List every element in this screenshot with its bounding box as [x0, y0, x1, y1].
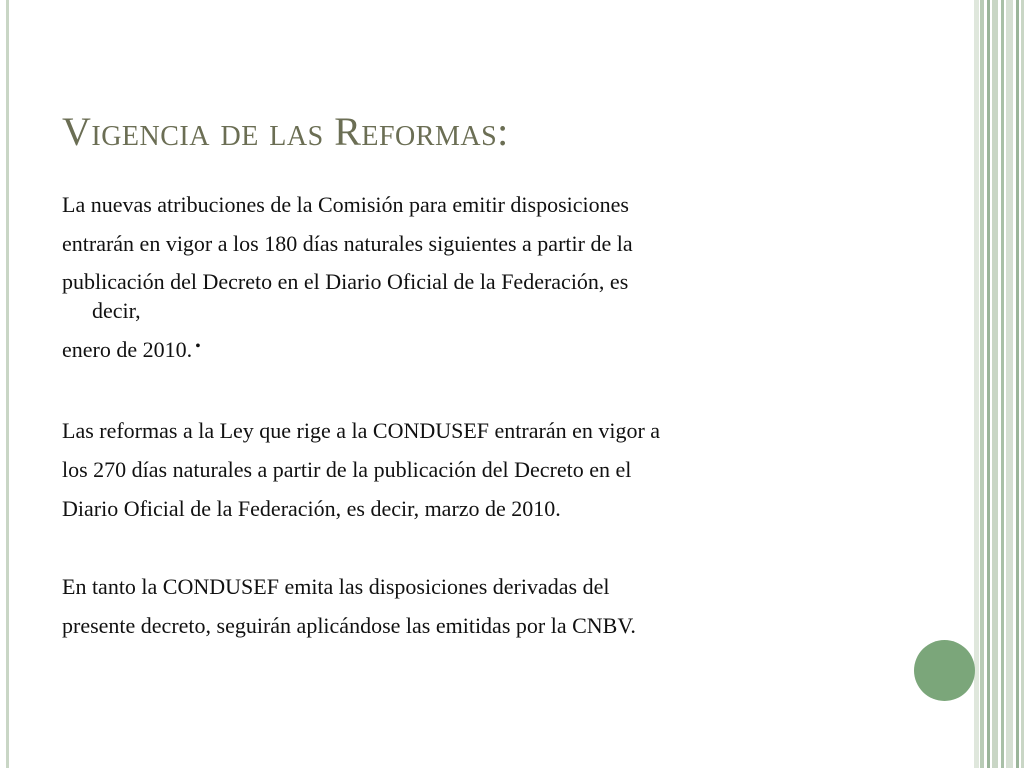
stripe — [974, 0, 979, 768]
decorative-green-circle — [914, 640, 975, 701]
left-border-rule — [6, 0, 9, 768]
p3-line-2: presente decreto, seguirán aplicándose las emitidas por la CNBV. — [62, 613, 636, 638]
slide-body — [62, 185, 892, 645]
p1-line-3: publicación del Decreto en el Diario Oficial de la Federación, es — [62, 269, 629, 294]
p1-line-5-text: enero de 2010. — [62, 337, 193, 362]
bullet-mark: • — [195, 338, 201, 355]
stripe — [992, 0, 998, 768]
paragraph-gap — [62, 372, 892, 411]
slide-title: Vigencia de las Reformas: — [62, 109, 509, 154]
stripe — [1016, 0, 1019, 768]
stripe — [980, 0, 984, 768]
paragraph-gap — [62, 528, 892, 567]
p3-line-1: En tanto la CONDUSEF emita las disposiciones derivadas del — [62, 574, 610, 599]
p1-line-2: entrarán en vigor a los 180 días naturales siguientes a partir de la — [62, 231, 633, 256]
p2-line-2: los 270 días naturales a partir de la publicación del Decreto en el — [62, 457, 632, 482]
p1-line-5 — [62, 330, 892, 372]
stripe — [1006, 0, 1013, 768]
right-decorative-stripes — [974, 0, 1024, 768]
stripe — [1001, 0, 1004, 768]
p2-line-1: Las reformas a la Ley que rige a la CONDUSEF entrarán en vigor a — [62, 418, 661, 443]
p1-line-1: La nuevas atribuciones de la Comisión para emitir disposiciones — [62, 192, 629, 217]
stripe — [987, 0, 990, 768]
p1-line-4: decir, — [92, 298, 141, 323]
p2-line-3: Diario Oficial de la Federación, es decir, marzo de 2010. — [62, 496, 561, 521]
